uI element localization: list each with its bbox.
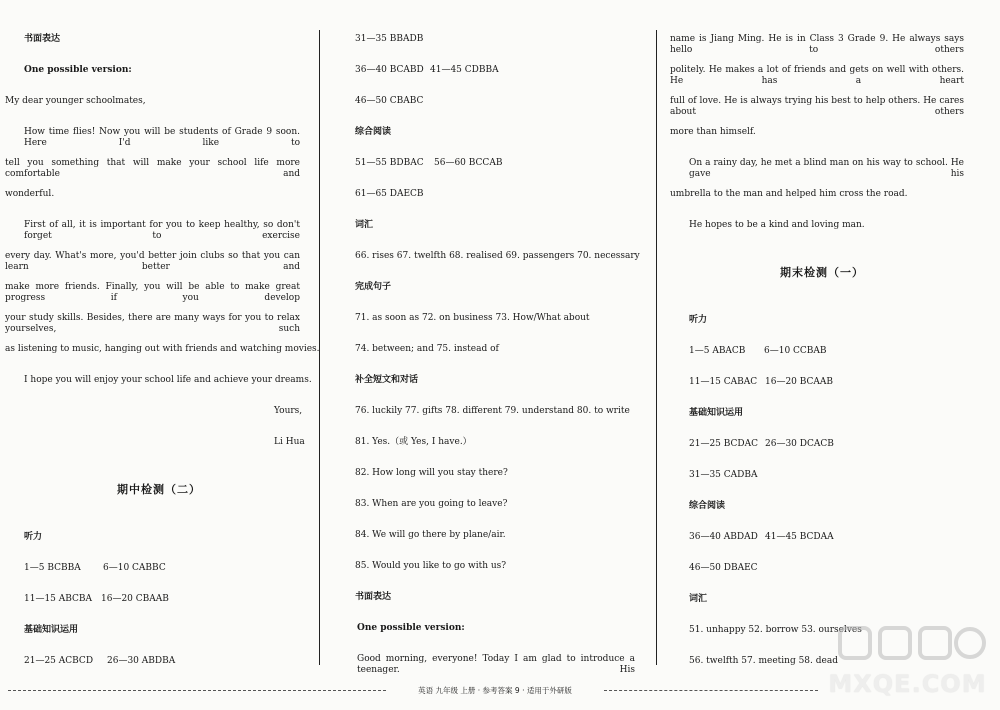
section-heading: 听力 <box>689 315 708 325</box>
left-column <box>0 0 320 684</box>
watermark-logo-icon <box>820 620 995 670</box>
watermark-text: MXQE.COM <box>828 670 987 698</box>
essay-line: name is Jiang Ming. He is in Class 3 Grade 9. He always says hello to others <box>670 34 964 55</box>
answer-line: 56. twelfth 57. meeting 58. dead <box>689 656 838 666</box>
answer-range: 11—15 ABCBA <box>24 594 93 604</box>
section-heading: 基础知识运用 <box>24 625 79 635</box>
section-heading: 基础知识运用 <box>689 408 744 418</box>
section-heading: 听力 <box>24 532 43 542</box>
right-column <box>664 0 1000 684</box>
answer-range: 46—50 DBAEC <box>689 563 758 573</box>
column-divider <box>656 30 657 665</box>
section-heading: 补全短文和对话 <box>355 375 419 385</box>
answer-line: 71. as soon as 72. on business 73. How/What about <box>355 313 590 323</box>
essay-line: Good morning, everyone! Today I am glad to introduce a teenager. His <box>357 654 635 675</box>
answer-range: 11—15 CABAC <box>689 377 758 387</box>
essay-line: full of love. He is always trying his best to help others. He cares about others <box>670 96 964 117</box>
letter-closing: Yours, <box>274 406 303 416</box>
answer-range: 31—35 CADBA <box>689 470 758 480</box>
essay-line: wonderful. <box>5 189 55 199</box>
essay-line: First of all, it is important for you to keep healthy, so don't forget to exercise <box>24 220 300 241</box>
middle-column <box>332 0 650 684</box>
letter-signature: Li Hua <box>274 437 305 447</box>
answer-range: 36—40 BCABD <box>355 65 424 75</box>
section-heading: 综合阅读 <box>689 501 726 511</box>
answer-range: 41—45 BCDAA <box>765 532 834 542</box>
answer-range: 16—20 CBAAB <box>101 594 169 604</box>
essay-line: How time flies! Now you will be students of Grade 9 soon. Here I'd like to <box>24 127 300 148</box>
answer-line: 84. We will go there by plane/air. <box>355 530 506 540</box>
essay-line: umbrella to the man and helped him cross the road. <box>670 189 908 199</box>
answer-range: 6—10 CABBC <box>103 563 166 573</box>
answer-range: 31—35 BBADB <box>355 34 424 44</box>
page-footer <box>0 684 1000 698</box>
section-heading: 完成句子 <box>355 282 392 292</box>
answer-line: 66. rises 67. twelfth 68. realised 69. passengers 70. necessary <box>355 251 640 261</box>
answer-range: 26—30 DCACB <box>765 439 834 449</box>
answer-range: 16—20 BCAAB <box>765 377 834 387</box>
answer-line: 76. luckily 77. gifts 78. different 79. understand 80. to write <box>355 406 630 416</box>
footer-text: 英语 九年级 上册 · 参考答案 9 · 适用于外研版 <box>418 686 572 695</box>
answer-range: 56—60 BCCAB <box>434 158 503 168</box>
answer-range: 51—55 BDBAC <box>355 158 424 168</box>
answer-range: 36—40 ABDAD <box>689 532 758 542</box>
essay-line: politely. He makes a lot of friends and gets on well with others. He has a heart <box>670 65 964 86</box>
column-divider <box>319 30 320 665</box>
answer-range: 26—30 ABDBA <box>107 656 176 666</box>
essay-line: as listening to music, hanging out with friends and watching movies. <box>5 344 320 354</box>
exam-title: 期末检测（一） <box>780 266 864 279</box>
essay-line: tell you something that will make your school life more comfortable and <box>5 158 300 179</box>
possible-version-label: One possible version: <box>24 65 132 75</box>
answer-range: 1—5 ABACB <box>689 346 746 356</box>
essay-line: every day. What's more, you'd better join clubs so that you can learn better and <box>5 251 300 272</box>
answer-range: 46—50 CBABC <box>355 96 424 106</box>
essay-line: He hopes to be a kind and loving man. <box>689 220 865 230</box>
section-heading: 词汇 <box>689 594 708 604</box>
answer-line: 51. unhappy 52. borrow 53. ourselves <box>689 625 862 635</box>
answer-range: 61—65 DAECB <box>355 189 424 199</box>
essay-line: On a rainy day, he met a blind man on his way to school. He gave his <box>689 158 964 179</box>
answer-line: 83. When are you going to leave? <box>355 499 508 509</box>
section-heading: 词汇 <box>355 220 374 230</box>
footer-divider <box>8 690 386 691</box>
writing-heading: 书面表达 <box>355 592 392 602</box>
answer-line: 82. How long will you stay there? <box>355 468 508 478</box>
essay-line: I hope you will enjoy your school life and achieve your dreams. <box>24 375 312 385</box>
essay-line: your study skills. Besides, there are many ways for you to relax yourselves, such <box>5 313 300 334</box>
answer-range: 41—45 CDBBA <box>430 65 499 75</box>
exam-title: 期中检测（二） <box>117 483 201 496</box>
answer-range: 6—10 CCBAB <box>764 346 827 356</box>
possible-version-label: One possible version: <box>357 623 465 633</box>
letter-greeting: My dear younger schoolmates, <box>5 96 146 106</box>
answer-line: 85. Would you like to go with us? <box>355 561 507 571</box>
footer-divider <box>604 690 818 691</box>
answer-range: 1—5 BCBBA <box>24 563 81 573</box>
writing-heading: 书面表达 <box>24 34 61 44</box>
answer-line: 81. Yes.（或 Yes, I have.） <box>355 437 472 447</box>
answer-range: 21—25 ACBCD <box>24 656 94 666</box>
essay-line: more than himself. <box>670 127 756 137</box>
section-heading: 综合阅读 <box>355 127 392 137</box>
essay-line: make more friends. Finally, you will be able to make great progress if you develop <box>5 282 300 303</box>
answer-line: 74. between; and 75. instead of <box>355 344 499 354</box>
answer-range: 21—25 BCDAC <box>689 439 759 449</box>
